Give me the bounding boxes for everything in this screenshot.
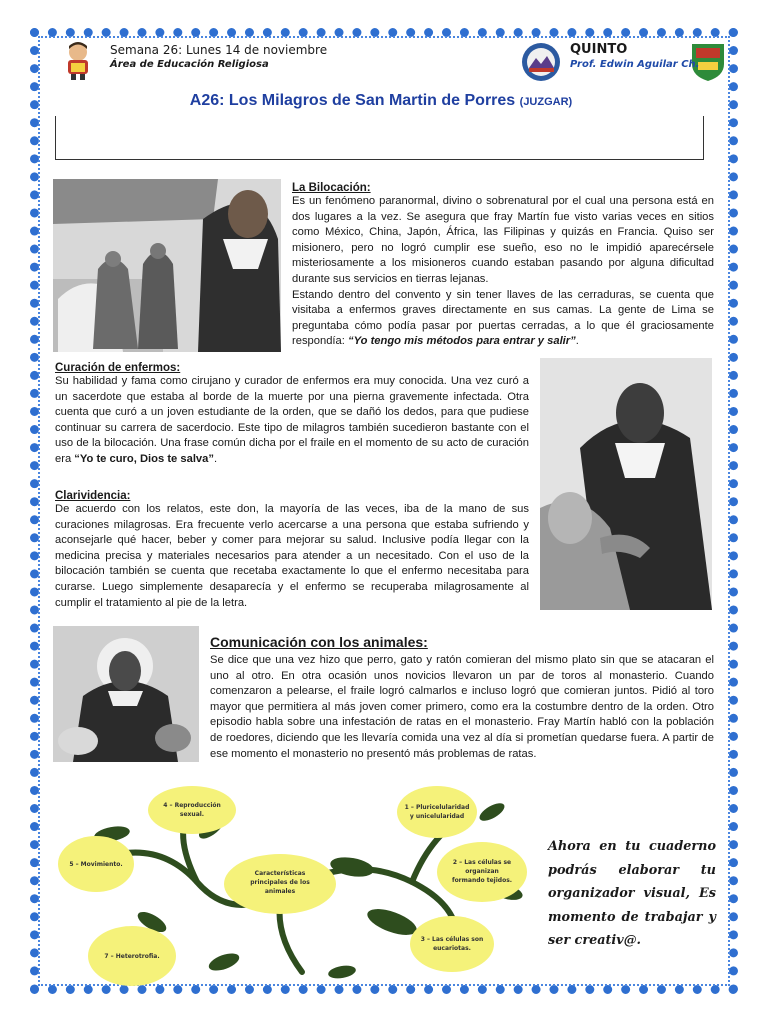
node-2-line-2: organizan xyxy=(465,868,499,875)
clarividencia-heading: Clarividencia: xyxy=(55,490,131,502)
answer-box xyxy=(55,116,704,160)
node-2-line-1: 2 – Las células se xyxy=(452,859,512,866)
curacion-quote: “Yo te curo, Dios te salva” xyxy=(74,452,214,465)
animals-illustration xyxy=(53,626,199,762)
node-4-line-2: sexual. xyxy=(179,811,205,818)
clarividencia-text: De acuerdo con los relatos, este don, la mayoría de las veces, iba de la mano de sus curaciones milagrosas. Era frecuente verlo acercarse a una persona que estaba sufriendo y aconsejarle qué hacer, beber y comer para mejorar su salud. Inclusive podía llegar con la medicina precisa y materiales necesarios para atender a un necesitado. Con el uso de la bilocación también se cuenta que recetaba exactamente lo que el enfermo necesitaba para curarse. Luego simplemente desaparecía y el enfermo se recuperaba milagrosamente al cumplir el tratamiento al pie de la letra. xyxy=(55,503,529,609)
node-3-line-1: 3 – Las células son xyxy=(420,936,484,943)
node-7-line-1: 7 – Heterotrofia. xyxy=(104,953,160,960)
organizer-center-line-3: animales xyxy=(264,888,296,895)
school-seal-icon xyxy=(521,42,561,82)
node-3-line-2: eucariotas. xyxy=(433,945,471,952)
title-main: A26: Los Milagros de San Martin de Porres xyxy=(189,92,516,109)
node-2-line-3: formando tejidos. xyxy=(451,877,513,884)
animales-heading: Comunicación con los animales: xyxy=(210,634,428,650)
node-4-line-1: 4 – Reproducción xyxy=(163,802,221,809)
bilocacion-quote: “Yo tengo mis métodos para entrar y salir” xyxy=(347,335,576,348)
organizer-center-line-2: principales de los xyxy=(250,879,310,886)
bilocacion-heading: La Bilocación: xyxy=(292,182,371,194)
student-avatar-icon xyxy=(60,40,96,80)
visual-organizer-diagram xyxy=(52,772,532,990)
final-instruction: Ahora en tu cuaderno podrás elaborar tu organizador visual, Es momento de trabajar y ser creativ@. xyxy=(548,839,716,948)
bilocation-illustration xyxy=(53,179,281,352)
week-date: Semana 26: Lunes 14 de noviembre xyxy=(110,43,328,57)
node-1-line-1: 1 – Pluricelularidad xyxy=(404,804,470,811)
section-curacion xyxy=(55,362,529,468)
title-tag: (JUZGAR) xyxy=(519,96,573,108)
bilocacion-text-2: Estando dentro del convento y sin tener llaves de las cerraduras, se cuenta que visitaba a enfermos graves directamente en sus camas. La gente de Lima se preguntaba cómo podía pasar por puertas cerradas, a lo que él graciosamente respondía: “Yo tengo mis métodos para entrar y salir”. xyxy=(292,288,714,348)
animales-text: Se dice que una vez hizo que perro, gato y ratón comieran del mismo plato sin que se atacaran el uno al otro. En otra ocasión unos novicios llevaron un par de toros al monasterio. Cuando comenzaron a pelearse, el fraile logró calmarlos e incluso logró que comieran juntos. Pidió al toro mayor que permitiera al más joven comer primero, como era la costumbre dentro de la orden. Otro episodio habla sobre una infestación de ratas en el monasterio. Fray Martín habló con la población de roedores, diciendo que les llevaría comida una vez al día si prometían quedarse fuera. A partir de ese momento el monasterio no presentó más problemas de ratas. xyxy=(210,654,714,760)
section-clarividencia xyxy=(55,490,529,611)
teacher-name: Prof. Edwin Aguilar Ch. xyxy=(570,59,700,70)
grade-label: QUINTO xyxy=(570,42,628,57)
bilocacion-text: Es un fenómeno paranormal, divino o sobrenatural por el cual una persona está en dos lugares a la vez. Se asegura que fray Martín fue visto varias veces en sitios como México, China, Japón, África, las Filipinas y quizás en Francia. Quiso ser misionero, pero no logró cumplir ese sueño, eso no le impidió aparecérsele misteriosamente a los misioneros cuando estaban pasando por alguna dificultad durante sus servicios en tierras lejanas. xyxy=(292,195,714,285)
curacion-heading: Curación de enfermos: xyxy=(55,362,181,374)
section-animales xyxy=(210,634,714,762)
node-5-line-1: 5 – Movimiento. xyxy=(69,861,123,868)
subject-area: Área de Educación Religiosa xyxy=(110,59,269,70)
section-bilocacion xyxy=(292,182,714,350)
organizer-center-line-1: Características xyxy=(254,870,306,877)
healing-illustration xyxy=(540,358,712,610)
page-title xyxy=(55,92,707,110)
curacion-text: Su habilidad y fama como cirujano y curador de enfermos era muy conocida. Una vez curó a un sacerdote que estaba al borde de la muerte por una pierna gravemente infectada. Otra cuenta que curó a un joven estudiante de la orden, que se dañó los dedos, para que pudiese continuar su carrera de sacerdocio. Este tipo de milagros también sucedieron bastante con el uso de la bilocación. Una frase común dicha por el fraile en el momento de su acto de curación era “Yo te curo, Dios te salva”. xyxy=(55,375,529,465)
node-1-line-2: y unicelularidad xyxy=(409,813,465,820)
